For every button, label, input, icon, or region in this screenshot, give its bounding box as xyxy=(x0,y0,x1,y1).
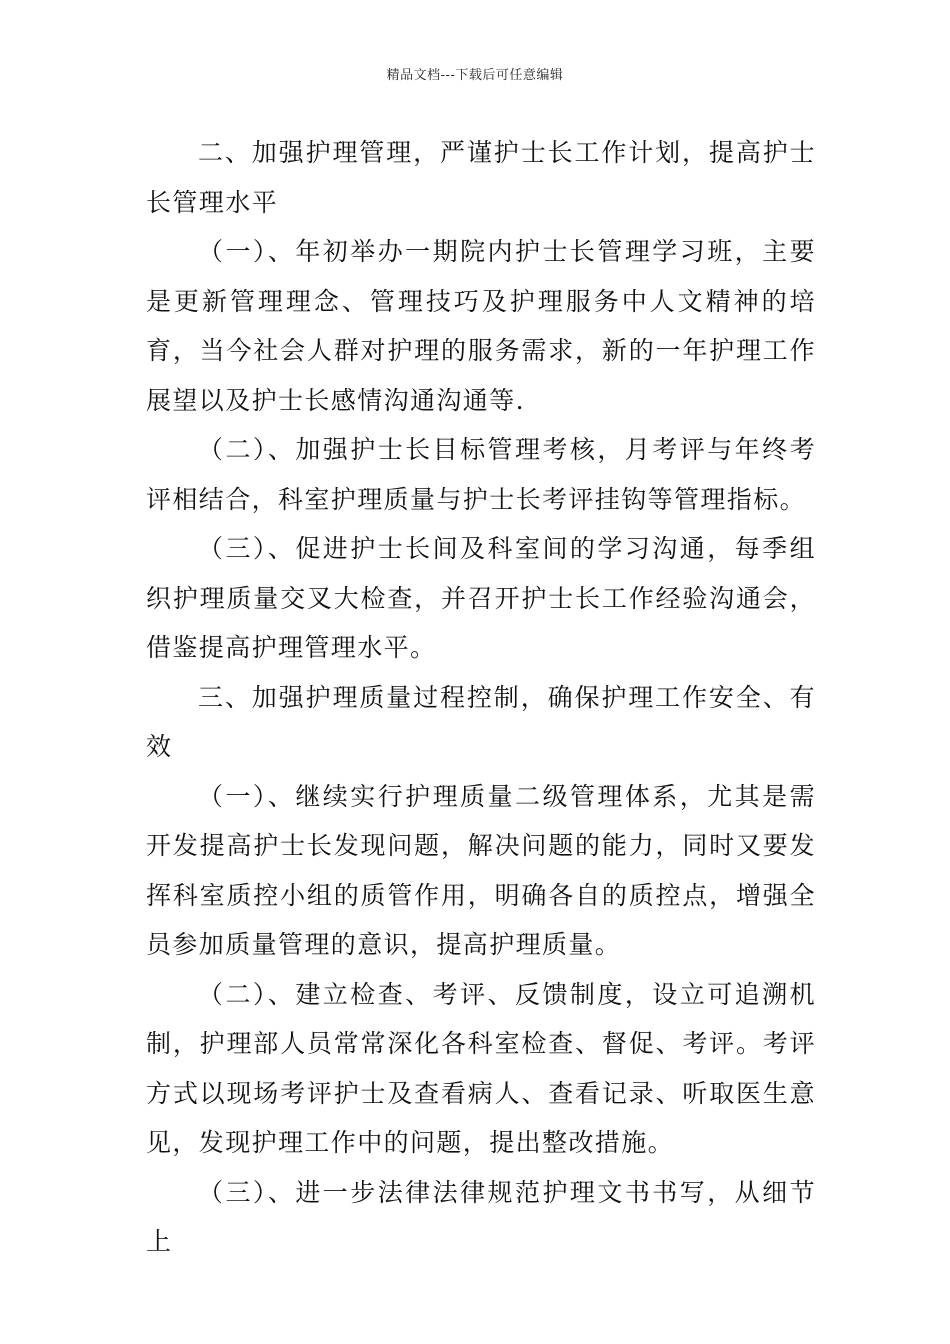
section-heading-2: 二、加强护理管理，严谨护士长工作计划，提高护士长管理水平 xyxy=(146,138,816,217)
paragraph-2-1: （一）、年初举办一期院内护士长管理学习班，主要是更新管理理念、管理技巧及护理服务中人文精神的培育，当今社会人群对护理的服务需求，新的一年护理工作展望以及护士长感情沟通沟通等. xyxy=(146,237,816,415)
paragraph-3-2: （二）、建立检查、考评、反馈制度，设立可追溯机制，护理部人员常常深化各科室检查、督促、考评。考评方式以现场考评护士及查看病人、查看记录、听取医生意见，发现护理工作中的问题，提出整改措施。 xyxy=(146,979,816,1157)
document-body xyxy=(146,128,816,1267)
paragraph-2-3: （三）、促进护士长间及科室间的学习沟通，每季组织护理质量交叉大检查，并召开护士长工作经验沟通会，借鉴提高护理管理水平。 xyxy=(146,534,816,662)
page-header: 精品文档---下载后可任意编辑 xyxy=(386,68,564,83)
paragraph-2-2: （二）、加强护士长目标管理考核，月考评与年终考评相结合，科室护理质量与护士长考评挂钩等管理指标。 xyxy=(146,435,816,514)
paragraph-3-1: （一）、继续实行护理质量二级管理体系，尤其是需开发提高护士长发现问题，解决问题的能力，同时又要发挥科室质控小组的质管作用，明确各自的质控点，增强全员参加质量管理的意识，提高护理质量。 xyxy=(146,781,816,959)
section-heading-3: 三、加强护理质量过程控制，确保护理工作安全、有效 xyxy=(146,682,816,761)
paragraph-3-3: （三）、进一步法律法律规范护理文书书写，从细节上 xyxy=(146,1177,816,1256)
